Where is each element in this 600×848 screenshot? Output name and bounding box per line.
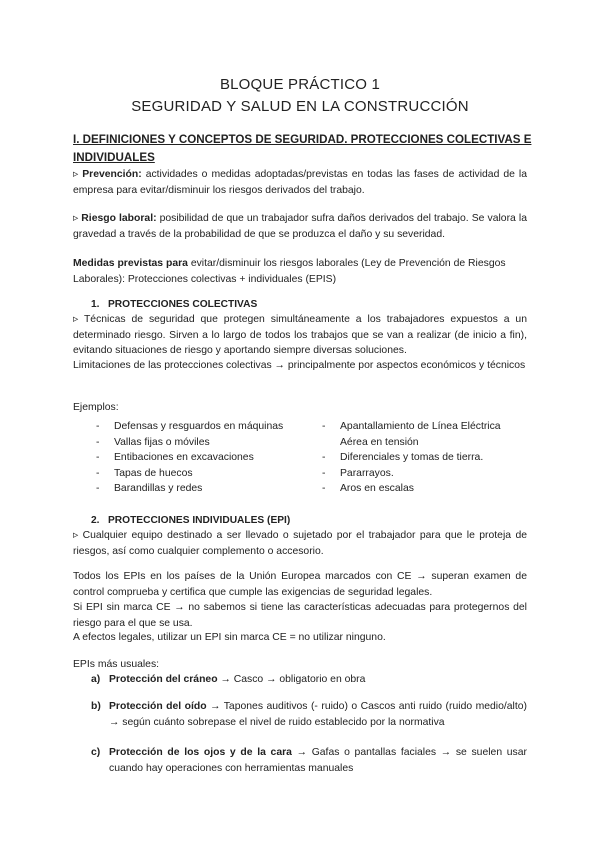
list-item: a) Protección del cráneo → Casco → obligatorio en obra	[91, 674, 366, 685]
prevencion-text: actividades o medidas adoptadas/previstas en todas las fases de actividad de la empresa para evitar/disminuir los riesgos derivados del trabajo.	[73, 169, 527, 196]
ejemplos-list-left	[96, 419, 306, 497]
medidas-paragraph	[73, 256, 513, 287]
riesgo-term: Riesgo laboral:	[81, 213, 157, 224]
bullet-marker: ▹	[73, 530, 79, 541]
medidas-term: Medidas previstas para	[73, 258, 188, 269]
ejemplos-list-right	[322, 419, 527, 497]
colectivas-limitaciones: Limitaciones de las protecciones colectivas → principalmente por aspectos económicos y técnicos	[73, 360, 526, 371]
list-item: - Tapas de huecos	[96, 466, 306, 482]
list-item: b) Protección del oído → Tapones auditivos (- ruido) o Cascos anti ruido (ruido medio/alto) → según cuánto sobrepase el nivel de ruido establecido por la normativa	[91, 701, 527, 728]
prevencion-paragraph	[73, 167, 527, 198]
bullet-marker: ▹	[73, 213, 79, 224]
individuales-heading: 2. PROTECCIONES INDIVIDUALES (EPI)	[91, 515, 291, 526]
colectivas-heading: 1. PROTECCIONES COLECTIVAS	[91, 299, 258, 310]
list-item: - Barandillas y redes	[96, 481, 306, 497]
list-item: c) Protección de los ojos y de la cara → Gafas o pantallas faciales → se suelen usar cuando hay operaciones con herramientas manuales	[91, 747, 527, 774]
list-item: - Apantallamiento de Línea Eléctrica Aérea en tensión	[322, 419, 527, 450]
usuales-label: EPIs más usuales:	[73, 659, 160, 670]
riesgo-paragraph	[73, 211, 527, 242]
list-item: - Entibaciones en excavaciones	[96, 450, 306, 466]
medidas-text: evitar/disminuir los riesgos laborales (Ley de Prevención de Riesgos Laborales): Protecciones colectivas + individuales (EPIS)	[73, 258, 506, 285]
document-title: BLOQUE PRÁCTICO 1	[219, 76, 381, 93]
list-item: - Defensas y resguardos en máquinas	[96, 419, 306, 435]
efectos-paragraph: A efectos legales, utilizar un EPI sin marca CE = no utilizar ninguno.	[73, 632, 386, 643]
ejemplos-label: Ejemplos:	[73, 402, 119, 413]
bullet-marker: ▹	[73, 169, 79, 180]
list-item: - Aros en escalas	[322, 481, 527, 497]
ce-paragraph: Todos los EPIs en los países de la Unión Europea marcados con CE → superan examen de control comprueba y certifica que cumple las exigencias de seguridad legales.	[73, 571, 527, 598]
sin-ce-paragraph: Si EPI sin marca CE → no sabemos si tiene las características adecuadas para protegernos del riesgo para el que se usa.	[73, 602, 527, 629]
list-item: - Vallas fijas o móviles	[96, 435, 306, 451]
bullet-marker: ▹	[73, 314, 79, 325]
prevencion-term: Prevención:	[82, 169, 142, 180]
riesgo-text: posibilidad de que un trabajador sufra daños derivados del trabajo. Se valora la gravedad a través de la probabilidad de que se produzca el daño y su severidad.	[73, 213, 527, 240]
list-item: - Diferenciales y tomas de tierra.	[322, 450, 527, 466]
list-item: - Pararrayos.	[322, 466, 527, 482]
colectivas-definition: ▹ Técnicas de seguridad que protegen simultáneamente a los trabajadores expuestos a un determinado riesgo. Sirven a lo largo de todos los trabajos que se van a realizar (de inicio a fin), evitando situaciones de riesgo y aportando siempre diversas soluciones.	[73, 314, 527, 356]
section-heading: I. DEFINICIONES Y CONCEPTOS DE SEGURIDAD. PROTECCIONES COLECTIVAS E INDIVIDUALES	[73, 133, 532, 164]
document-subtitle: SEGURIDAD Y SALUD EN LA CONSTRUCCIÓN	[131, 98, 469, 115]
individuales-definition: ▹ Cualquier equipo destinado a ser llevado o sujetado por el trabajador para que le proteja de riesgos, así como cualquier complemento o accesorio.	[73, 530, 527, 557]
